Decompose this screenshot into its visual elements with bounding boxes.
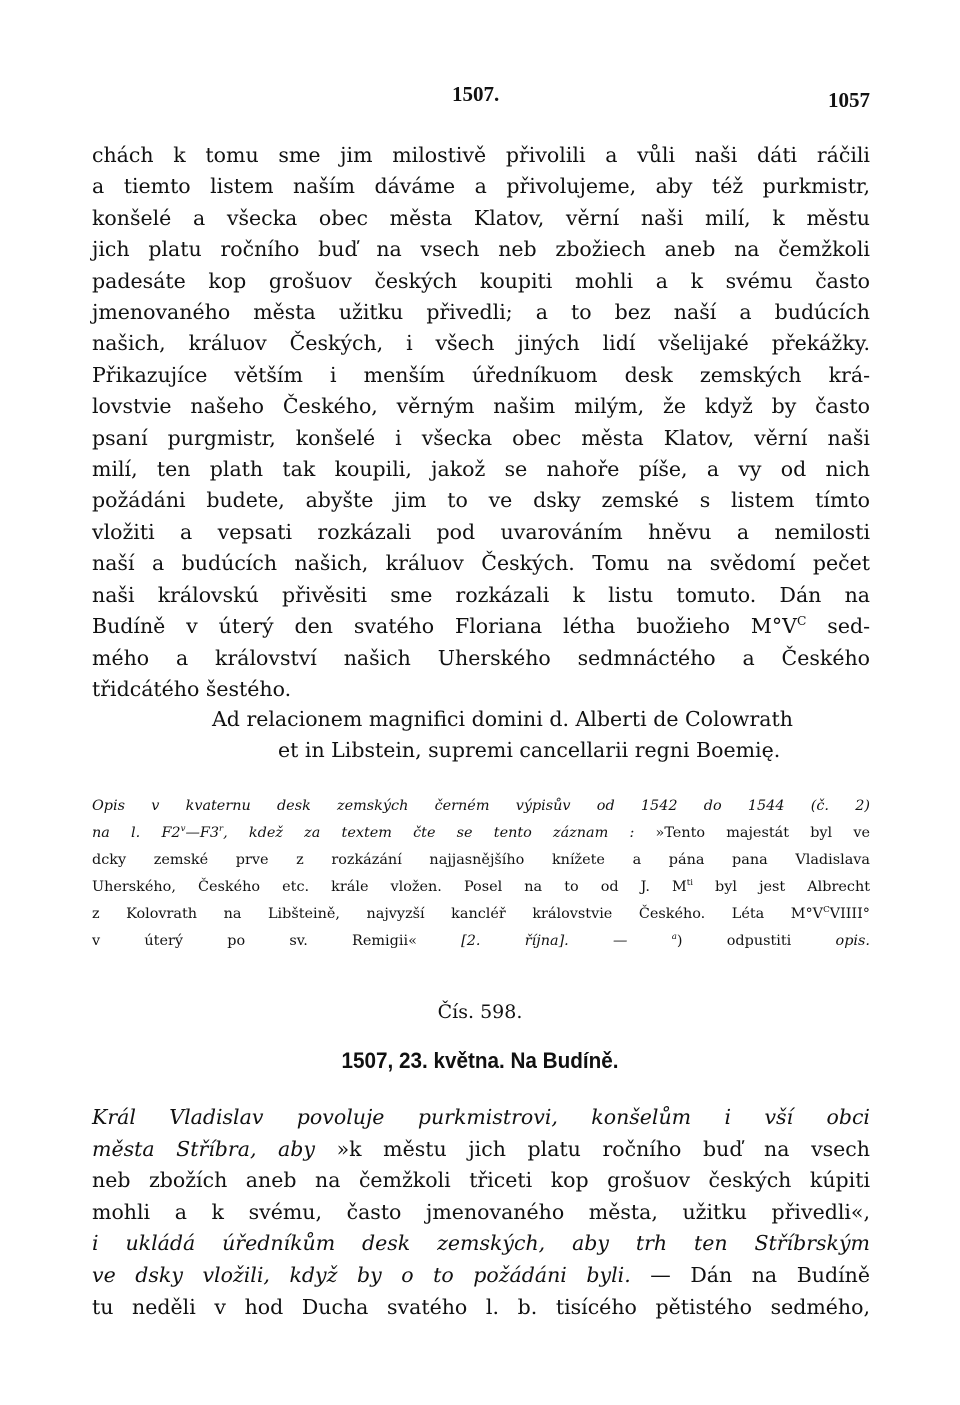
note-line: Opis v kvaternu desk zemských černém výpisův od 1542 do 1544 (č. 2): [92, 798, 870, 814]
regest-line: [92, 1228, 870, 1260]
entry-title: 1507, 23. května. Na Budíně.: [341, 1048, 619, 1073]
regest-segment: — Dán na Budíně: [630, 1262, 870, 1287]
text-line: vložiti a vepsati rozkázali pod uvarováním hněvu a nemilosti: [92, 519, 870, 544]
superscript: C: [796, 614, 807, 629]
ad-relationem-line: et in Libstein, supremi cancellarii regni Boemię.: [278, 738, 781, 762]
regest-segment: Král Vladislav povoluje purkmistrovi, konšelům i vší obci: [92, 1105, 870, 1129]
note-segment: byl jest Albrecht: [692, 879, 870, 895]
charter-text: [92, 140, 870, 705]
note-segment: , kdež za textem čte se tento záznam :: [223, 825, 635, 841]
text-line: [92, 611, 870, 642]
text-line: psaní purgmistr, konšelé i všecka obec města Klatov, věrní naši: [92, 425, 870, 450]
note-line: [92, 901, 870, 928]
running-header-year: 1507.: [452, 82, 500, 106]
text-line: lovstvie našeho Českého, věrným našim milým, že když by často: [92, 394, 870, 419]
text-line: třidcátého šestého.: [92, 676, 292, 701]
text-line: mého a království našich Uherského sedmnáctého a Českého: [92, 645, 870, 670]
text-line: milí, ten plath tak koupili, jakož se nahoře píše, a vy od nich: [92, 457, 870, 482]
regest-segment: i ukládá úředníkům desk zemských, aby trh ten Stříbrským: [92, 1231, 870, 1256]
regest-segment: tu neděli v hod Ducha svatého l. b. tisícého pětistého sedmého,: [92, 1294, 870, 1319]
text-line: našich, králuov Českých, i všech jiných lidí všelijaké překážky.: [92, 331, 870, 356]
text-line: požádáni budete, abyšte jim to ve dsky zemské s listem tímto: [92, 488, 870, 513]
note-line: [92, 820, 870, 847]
regest-line: [92, 1197, 870, 1229]
regest-segment: mohli a k svému, často jmenovaného města, užitku přivedli«,: [92, 1199, 870, 1224]
regest-segment: ve dsky vložili, když by o to požádáni byli.: [92, 1262, 631, 1287]
note-line: [92, 928, 870, 955]
note-segment: opis.: [835, 933, 870, 949]
text-line: jmenovaného města užitku přivedli; a to bez naší a budúcích: [92, 300, 870, 325]
regest-segment: města Stříbra, aby: [92, 1136, 315, 1161]
note-segment: —F3: [185, 825, 220, 841]
page-number: 1057: [828, 88, 870, 112]
regest-line: [92, 1134, 870, 1166]
text-line: naší a budúcích našich, králuov Českých. Tomu na svědomí pečet: [92, 551, 870, 576]
text-line: chách k tomu sme jim milostivě přivolili a vůli naši dáti ráčili: [92, 143, 870, 167]
text-line: Přikazujíce větším i menším úředníkuom desk zemských krá-: [92, 362, 870, 387]
text-segment: sed-: [806, 614, 870, 639]
note-segment: v úterý po sv. Remigii«: [92, 933, 462, 949]
regest-segment: »k městu jich platu ročního buď na vsech: [315, 1136, 870, 1161]
superscript: a: [671, 932, 677, 943]
superscript: v: [180, 824, 186, 835]
text-line: konšelé a všecka obec města Klatov, věrní naši milí, k městu: [92, 205, 870, 230]
note-segment: na l. F2: [92, 825, 181, 841]
superscript: ti: [686, 878, 693, 889]
text-line: a tiemto listem naším dáváme a přivolujeme, aby též purkmistr,: [92, 174, 870, 199]
superscript: r: [219, 824, 224, 835]
regest-text: [92, 1102, 870, 1323]
text-line: naši královskú přivěsiti sme rozkázali k listu tomuto. Dán na: [92, 582, 870, 607]
note-line: [92, 874, 870, 901]
regest-line: [92, 1102, 870, 1134]
note-segment: ) odpustiti: [676, 933, 836, 949]
regest-line: [92, 1165, 870, 1197]
note-segment: VIIII°: [829, 906, 870, 922]
entry-number: Čís. 598.: [437, 1001, 523, 1023]
ad-relationem-note: [92, 704, 870, 766]
note-line: dcky zemské prve z rozkázání najjasnějšího knížete a pána pana Vladislava: [92, 852, 870, 868]
note-segment: [2. října]. —: [461, 933, 628, 949]
regest-line: [92, 1260, 870, 1292]
ad-relationem-line: Ad relacionem magnifici domini d. Alberti de Colowrath: [212, 707, 793, 731]
text-line: padesáte kop grošuov českých koupiti mohli a k svému často: [92, 268, 870, 293]
text-segment: Budíně v úterý den svatého Floriana létha buožieho M°V: [92, 614, 797, 639]
regest-line: [92, 1292, 870, 1324]
superscript: C: [823, 905, 830, 916]
note-segment: »Tento majestát byl ve: [634, 825, 870, 841]
regest-segment: neb zbožích aneb na čemžkoli třiceti kop grošuov českých kúpiti: [92, 1168, 870, 1193]
text-line: jich platu ročního buď na vsech neb zbožiech aneb na čemžkoli: [92, 237, 870, 262]
note-segment: z Kolovrath na Libšteině, najvyzší kancléř královstvie Českého. Léta M°V: [92, 906, 824, 922]
editorial-note: [92, 793, 870, 955]
note-segment: Uherského, Českého etc. krále vložen. Posel na to od J. M: [92, 879, 687, 895]
